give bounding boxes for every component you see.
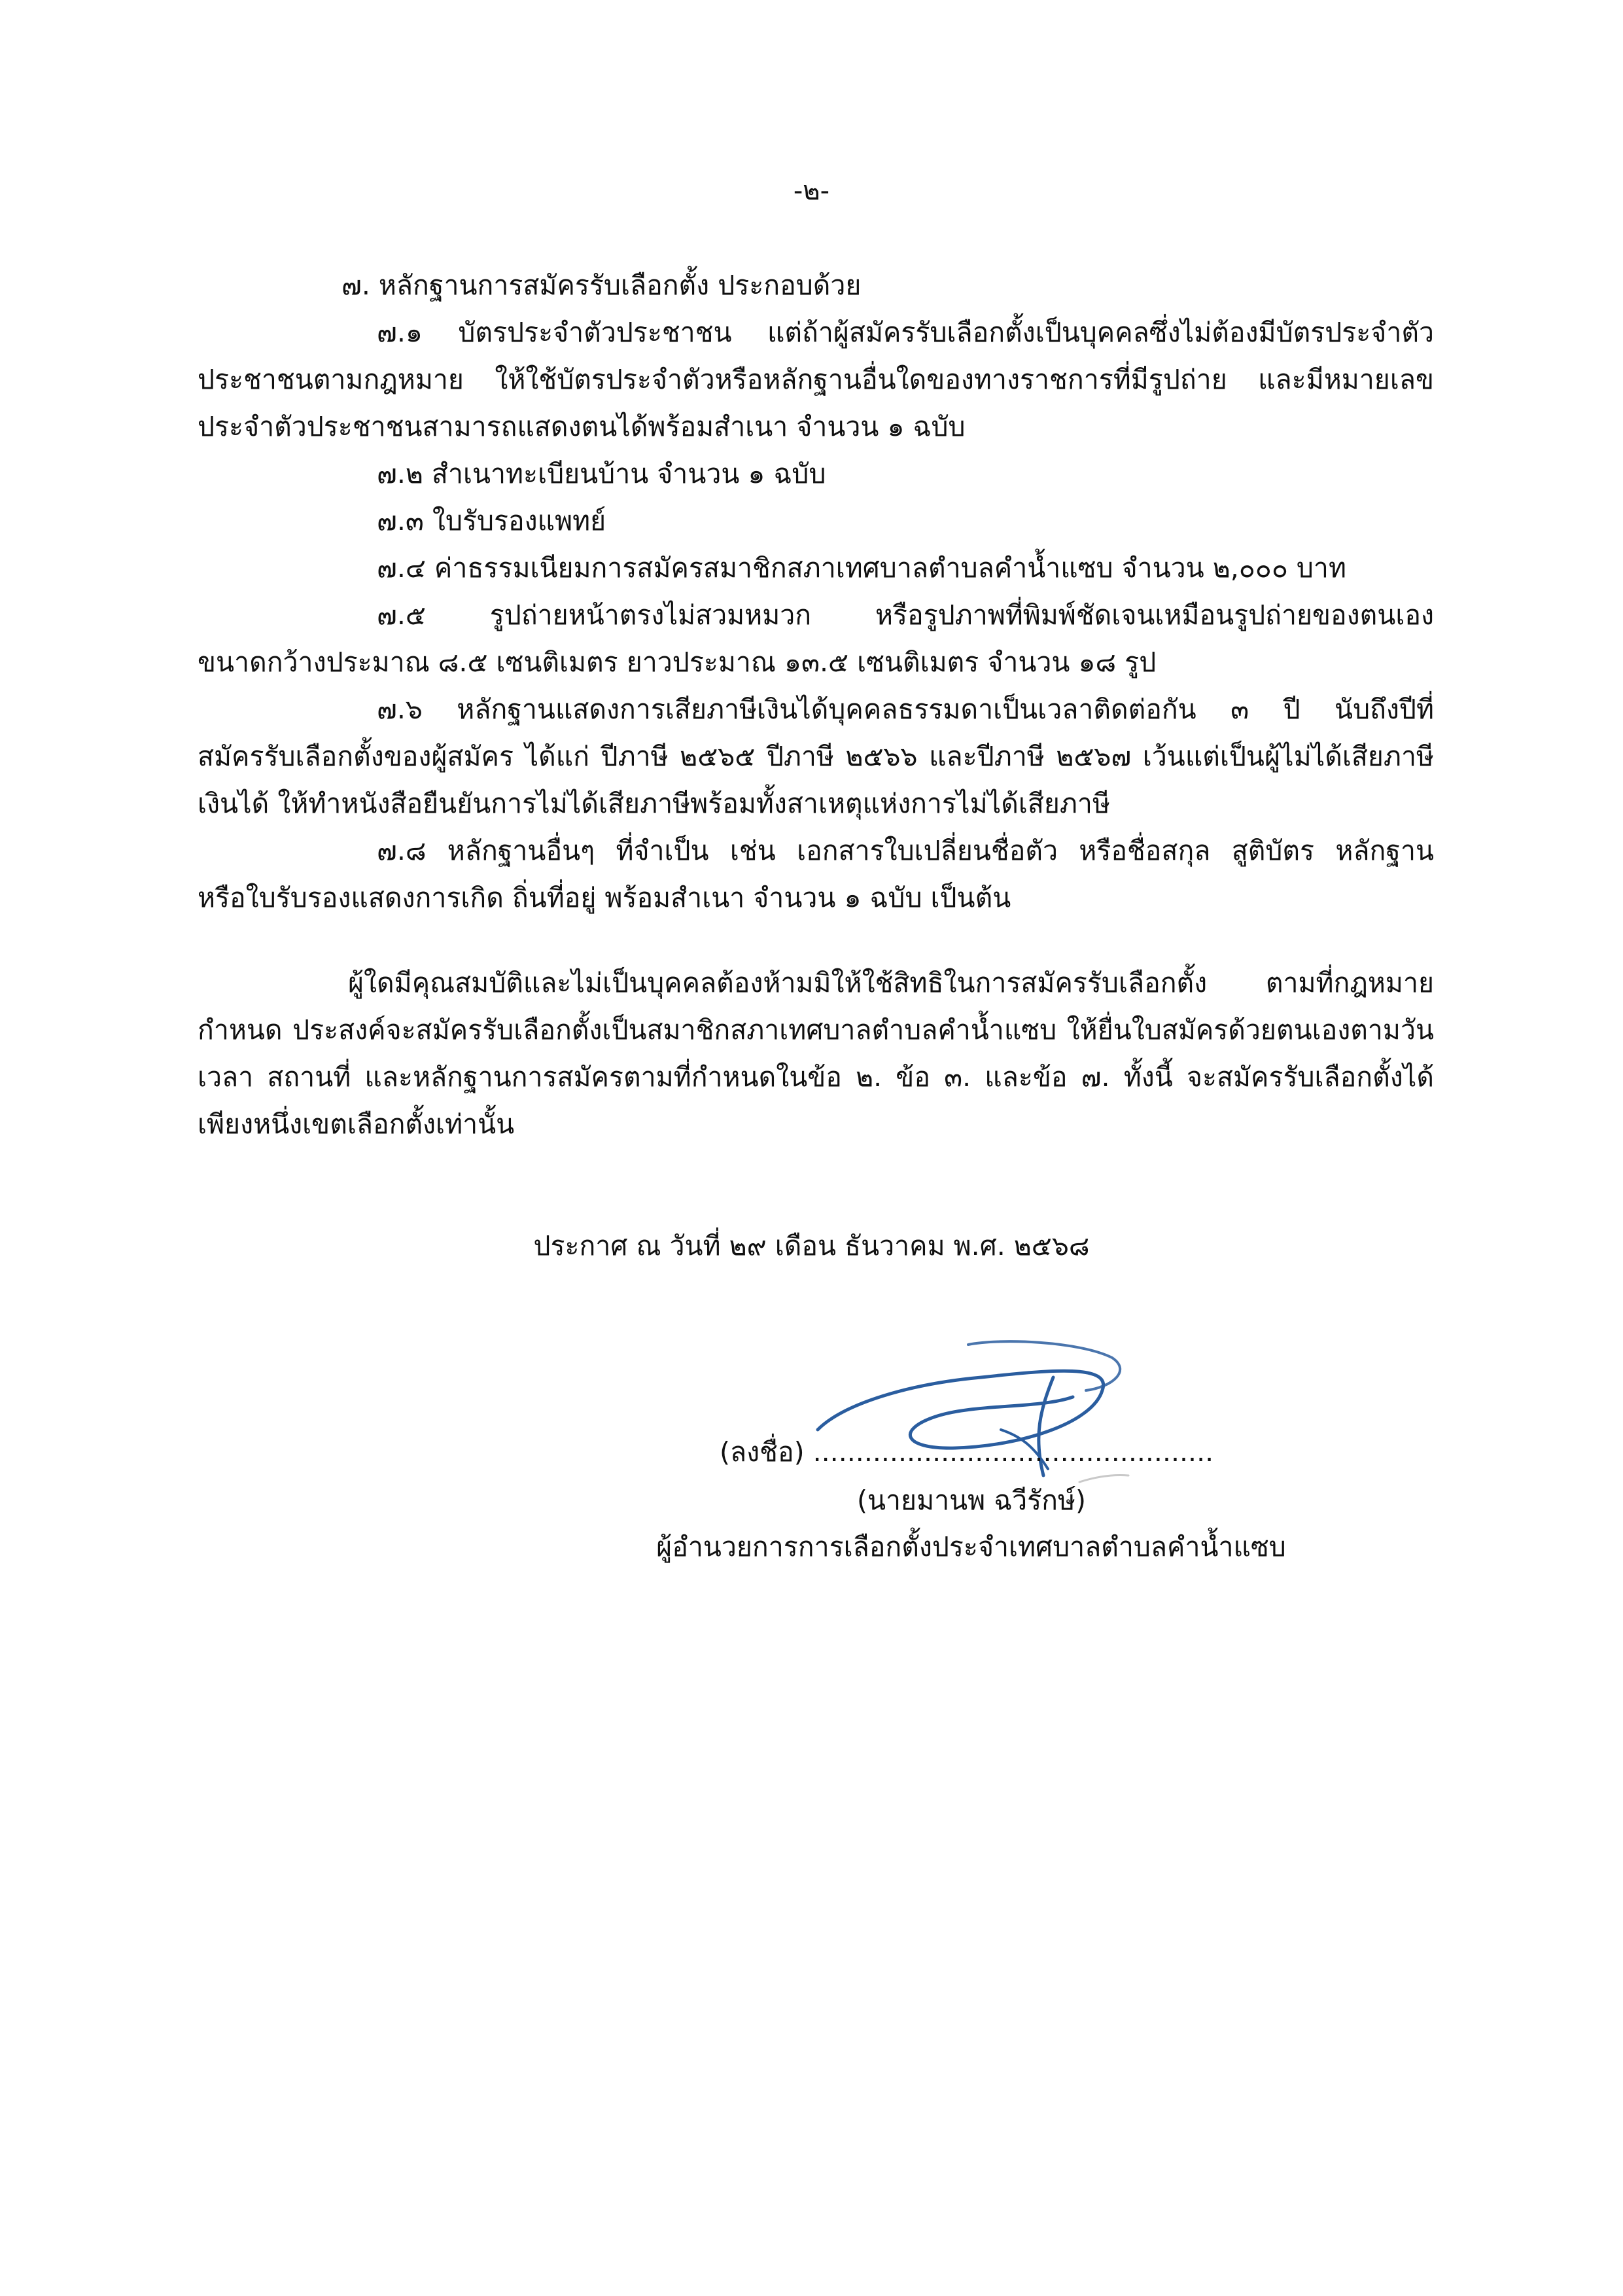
announcement-date: ประกาศ ณ วันที่ ๒๙ เดือน ธันวาคม พ.ศ. ๒๕๖๘ <box>533 1230 1090 1262</box>
item-7-6-line-1: ๗.๖ หลักฐานแสดงการเสียภาษีเงินได้บุคคลธรรมดาเป็นเวลาติดต่อกัน ๓ ปี นับถึงปีที่ <box>377 694 1434 725</box>
item-7-3: ๗.๓ ใบรับรองแพทย์ <box>377 505 606 537</box>
signatory-name: (นายมานพ ฉวีรักษ์) <box>857 1485 1087 1516</box>
closing-paragraph-line-1: ผู้ใดมีคุณสมบัติและไม่เป็นบุคคลต้องห้ามมิให้ใช้สิทธิในการสมัครรับเลือกตั้ง ตามที่กฎหมาย <box>348 967 1434 998</box>
page-number: -๒- <box>793 176 830 206</box>
signature-line: (ลงชื่อ) ............................................... <box>720 1436 1214 1468</box>
item-7-8-line-2: หรือใบรับรองแสดงการเกิด ถิ่นที่อยู่ พร้อมสำเนา จำนวน ๑ ฉบับ เป็นต้น <box>198 882 1011 913</box>
item-7-1-line-3: ประจำตัวประชาชนสามารถแสดงตนได้พร้อมสำเนา จำนวน ๑ ฉบับ <box>198 411 966 442</box>
item-7-5-line-2: ขนาดกว้างประมาณ ๘.๕ เซนติเมตร ยาวประมาณ ๑๓.๕ เซนติเมตร จำนวน ๑๘ รูป <box>198 646 1157 678</box>
item-7-2: ๗.๒ สำเนาทะเบียนบ้าน จำนวน ๑ ฉบับ <box>377 458 826 489</box>
item-7-1-line-1: ๗.๑ บัตรประจำตัวประชาชน แต่ถ้าผู้สมัครรับเลือกตั้งเป็นบุคคลซึ่งไม่ต้องมีบัตรประจำตัว <box>377 317 1434 348</box>
item-7-6-line-3: เงินได้ ให้ทำหนังสือยืนยันการไม่ได้เสียภาษีพร้อมทั้งสาเหตุแห่งการไม่ได้เสียภาษี <box>198 788 1110 819</box>
handwritten-signature <box>805 1332 1145 1502</box>
closing-paragraph-line-4: เพียงหนึ่งเขตเลือกตั้งเท่านั้น <box>198 1108 515 1140</box>
signatory-position: ผู้อำนวยการการเลือกตั้งประจำเทศบาลตำบลคำน้ำแซบ <box>656 1531 1286 1563</box>
document-body <box>198 262 1434 1148</box>
item-7-5-line-1: ๗.๕ รูปถ่ายหน้าตรงไม่สวมหมวก หรือรูปภาพที่พิมพ์ชัดเจนเหมือนรูปถ่ายของตนเอง <box>377 599 1434 631</box>
section-7-title: ๗. หลักฐานการสมัครรับเลือกตั้ง ประกอบด้วย <box>341 270 862 301</box>
item-7-1-line-2: ประชาชนตามกฎหมาย ให้ใช้บัตรประจำตัวหรือหลักฐานอื่นใดของทางราชการที่มีรูปถ่าย และมีหมายเลข <box>198 364 1434 395</box>
item-7-4: ๗.๔ ค่าธรรมเนียมการสมัครสมาชิกสภาเทศบาลตำบลคำน้ำแซบ จำนวน ๒,๐๐๐ บาท <box>377 552 1346 584</box>
item-7-6-line-2: สมัครรับเลือกตั้งของผู้สมัคร ได้แก่ ปีภาษี ๒๕๖๕ ปีภาษี ๒๕๖๖ และปีภาษี ๒๕๖๗ เว้นแต่เป็นผู้ไม่ได้เสียภาษี <box>198 741 1434 772</box>
closing-paragraph-line-2: กำหนด ประสงค์จะสมัครรับเลือกตั้งเป็นสมาชิกสภาเทศบาลตำบลคำน้ำแซบ ให้ยื่นใบสมัครด้วยตนเองตามวัน <box>198 1014 1434 1046</box>
closing-paragraph-line-3: เวลา สถานที่ และหลักฐานการสมัครตามที่กำหนดในข้อ ๒. ข้อ ๓. และข้อ ๗. ทั้งนี้ จะสมัครรับเลือกตั้งได้ <box>198 1061 1434 1093</box>
item-7-8-line-1: ๗.๘ หลักฐานอื่นๆ ที่จำเป็น เช่น เอกสารใบเปลี่ยนชื่อตัว หรือชื่อสกุล สูติบัตร หลักฐาน <box>377 835 1434 866</box>
